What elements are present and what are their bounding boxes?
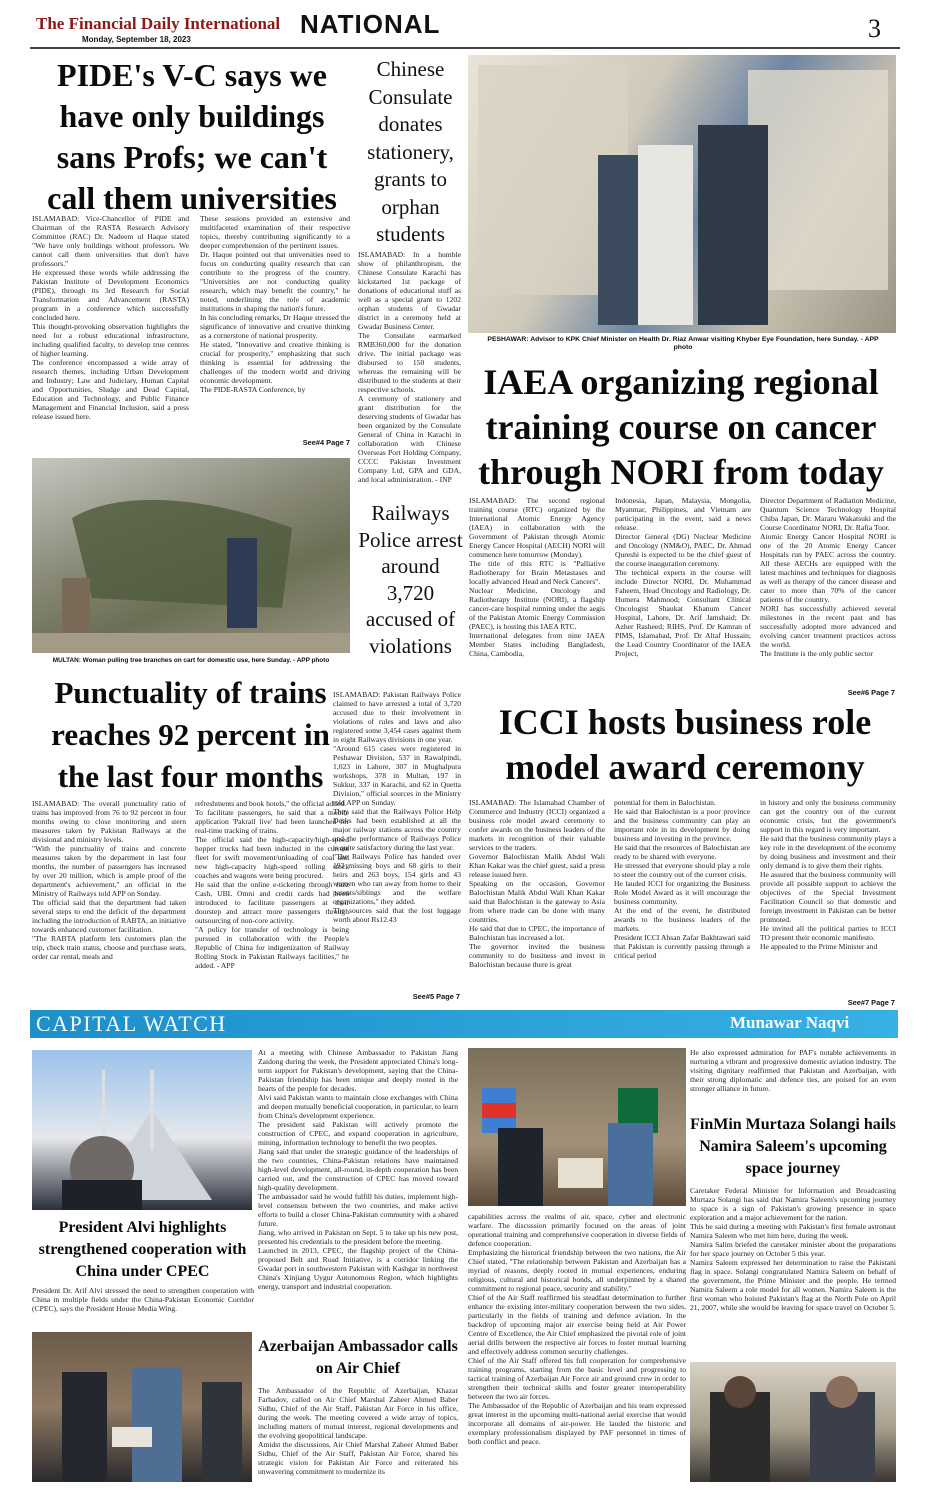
- solangi-photo: [690, 1362, 896, 1482]
- railways-see-more: See#5 Page 7: [412, 992, 460, 1001]
- chinese-headline: Chinese Consulate donates stationery, grants to orphan students: [367, 57, 454, 246]
- railways-body: ISLAMABAD: Pakistan Railways Police claimed to have arrested a total of 3,720 accused due to their involvement in violations of rules and laws and also registered some 3,454 cases against them in eight Railways divisions in one year. "Around 615 cases were registered in Peshawar Division, 537 in Rawalpindi, 1,023 in Lahore, 307 in Mughalpura workshops, 378 in Multan, 197 in Sukkur, 337 in Karachi, and 62 in Quetta Division," official sources in the Ministry told APP on Sunday. They said that the Railways Police Help Desks had been established at all the major railway stations across the country and the performance of Railways Police is quite satisfactory during the last year. "The Railways Police has handed over 193 missing boys and 68 girls to their heirs and 263 boys, 154 girls and 43 women who ran away from home to their parents/siblings and the welfare organizations," they added. The sources said that the lost luggage worth about Rs12.43: [333, 690, 461, 924]
- ambassador-photo-art: [32, 1332, 252, 1482]
- multan-photo: [32, 458, 350, 653]
- alvi-photo-art: [32, 1050, 252, 1210]
- iaea-headline: IAEA organizing regional training course on cancer through NORI from today: [478, 362, 884, 492]
- icci-see-more: See#7 Page 7: [847, 998, 895, 1007]
- iaea-body-col2: Indonesia, Japan, Malaysia, Mongolia, Myanmar, Philippines, and Vietnam are participating in the event, said a news release. Director General (DG) Nuclear Medicine and Oncology (NM&O), PAEC, Dr. Ahmad Qureshi is expected to be the chief guest of the course inauguration ceremony. The technical experts in the course will include Director NORI, Dr. Muhammad Faheem, Head Oncology and Radiology, Dr. Humera Mahmood; Consultant Clinical Oncologist Shaukat Khanum Cancer Hospital, Lahore, Dr. Arif Jamshaid; Dr. Azher Rasheed; RIHS, Prof. Dr Kamran of PIMS, Islamabad, Prof. Dr Altaf Hussain; the Lead Country Coordinator of the IAEA Project,: [615, 496, 751, 658]
- pide-body-col1: ISLAMABAD: Vice-Chancellor of PIDE and Chairman of the RASTA Research Advisory Committee (RAC) Dr. Nadeem ul Haque stated "We have only buildings without professors. We cannot call them universities that don't have professors." He expressed these words while addressing the Pakistan Institute of Development Economics (PIDE), through its 3rd Research for Social Transformation and Advancement (RASTA) program in a conference which successfully concluded here. This thought-provoking observation highlights the need for a robust educational infrastructure, including qualified faculty, to develop true centres of higher learning. The conference encompassed a wide array of research themes, including Urban Development and Industry; Law and Judiciary, Human Capital and Opportunities, Sludge and Dead Capital, Education and Technology, and Public Finance Management and Financial Inclusion, said a press release issued here.: [32, 214, 189, 421]
- azer-headline: Azerbaijan Ambassador calls on Air Chief: [258, 1338, 458, 1377]
- solangi-photo-art: [690, 1362, 896, 1482]
- iaea-body-col1: ISLAMABAD: The second regional training course (RTC) organized by the International Atomic Energy Agency (IAEA) in collaboration with the Government of Pakistan through Atomic Energy Cancer Hospital (AECH) NORI will commence here tomorrow (Monday). The title of this RTC is "Palliative Radiotherapy for Brain Metastases and locally advanced Head and Neck Cancers". Nuclear Medicine, Oncology and Radiotherapy Institute (NORI), a flagship cancer-care hospital running under the aegis of the Pakistan Atomic Energy Commission (PAEC), is hosting this IAEA RTC. International delegates from nine IAEA Member States including Bangladesh, China, Cambodia,: [469, 496, 605, 658]
- multan-photo-art: [32, 458, 350, 653]
- finmin-headline: FinMin Murtaza Solangi hails Namira Saleem's upcoming space journey: [690, 1116, 896, 1177]
- paper-name: The Financial Daily International: [36, 14, 281, 33]
- pide-body-col2: These sessions provided an extensive and multifaceted examination of their respective topics, thereby contributing significantly to a deeper comprehension of the pertinent issues. Dr. Haque pointed out that universities need to focus on conducting quality research that can contribute to the progress of the country. "Universities are not conducting quality research, which may benefit the country," he noted, underlining the role of academic institutions in shaping the nation's future. In his concluding remarks, Dr Haque stressed the significance of innovative and creative thinking as a cornerstone of national prosperity. He stated, "Innovative and creative thinking is crucial for prosperity," emphasizing that such thinking is essential for addressing the challenges of the modern world and driving economic development. The PIDE-RASTA Conference, by: [200, 214, 350, 394]
- trains-body-col2: refreshments and book hotels," the official added. To facilitate passengers, he said that a mobile application 'Pakrail live' had been launched for real-time tracking of trains. The official said the high-capacity/high-speed hopper trucks had been inducted in the current fleet for swift movement/unloading of coal and new high-capacity high-speed rolling stock coaches and wagons were being procured. He said that the online e-ticketing through Jazz Cash, UBL Omni and credit cards had been introduced to facilitate passengers at their doorstep and attract more passengers through outsourcing of non-core activity. "A policy for transfer of technology is being pursued in collaboration with the People's Republic of China for indigenization of Railway Rolling Stock in Pakistan Railways facilities," he added. - APP: [195, 799, 349, 970]
- iaea-body-col3: Director Department of Radiation Medicine, Quantum Science Technology Hospital Chiba Japan, Dr. Mararu Wakatsuki and the Course Coordinator NORI, Dr. Rafia Toor. Atomic Energy Cancer Hospital NORI is one of the 20 Atomic Energy Cancer Hospitals run by PAEC across the country. All these AECHs are equipped with the latest machines and techniques for diagnosis as well as therapy of the cancer disease and cater to more than 70% of the cancer patients of the country. NORI has successfully achieved several milestones in the recent past and has successfully adopted more advanced and evolving cancer treatment practices across the world. The Institute is the only public sector: [760, 496, 896, 658]
- iaea-see-more: See#6 Page 7: [847, 688, 895, 697]
- columnist-name: Munawar Naqvi: [730, 1013, 850, 1032]
- masthead-rule: [30, 47, 900, 49]
- azer-body-col3: capabilities across the realms of air, space, cyber and electronic warfare. The discussion primarily focused on the areas of joint operational training and comprehensive cooperation in diverse fields of defence cooperation. Emphasizing the historical friendship between the two nations, the Air Chief stated, "The relationship between Pakistan and Azerbaijan has a myriad of reasons, deeply rooted in mutual experiences, enduring religious, cultural and historical bonds, all underpinned by a shared commitment to regional peace, security and stability." Chief of the Air Staff reaffirmed his steadfast determination to further enhance the existing inter-military cooperation between the two sides, particularly in the fields of training and defence aviation. In the backdrop of upcoming major air exercise being held at Air Power Centre of Excellence, the Air Chief emphasized the pivotal role of joint aerial drills between the respective air forces to foster mutual learning and effectively address common security challenges. Chief of the Air Staff offered his full cooperation for comprehensive training programs, starting from the basic level and progressing to tactical training of Azerbaijan Air Force air and ground crew in order to strengthen their technical skills and foster greater interoperability between the two air forces. The Ambassador of the Republic of Azerbaijan and his team expressed great interest in the upcoming multi-national aerial exercise that would incorporate all domains of air-power. He lauded the historic and exemplary professionalism displayed by PAF personnel in times of both conflict and peace.: [468, 1212, 686, 1446]
- air-chief-photo-art: [468, 1048, 686, 1206]
- trains-body-col1: ISLAMABAD: The overall punctuality ratio of trains has improved from 76 to 92 percent in four months owing to close monitoring and stern measures taken by Pakistan Railways at the divisional and ministry levels. "With the punctuality of trains and concrete measures taken by the department in last four months, the number of passengers has increased by over 20 million, which is ample proof of the department's achievement," an official in the Ministry of Railways told APP on Sunday. The official said that the department had taken several steps to end the deficit of the department including the introduction of RABTA, an initiative towards enhanced customer facilitation. "The RABTA platform lets customers plan the trip, check train status, choose and purchase seats, order car rental, meals and: [32, 799, 186, 961]
- peshawar-photo-art: [468, 55, 896, 333]
- railways-headline: Railways Police arrest around 3,720 accused of violations: [358, 501, 463, 658]
- azer-body: The Ambassador of the Republic of Azerbaijan, Khazar Farhadov, called on Air Chief Marshal Zaheer Ahmed Baber Sidhu, Chief of the Air Staff, Pakistan Air Force in his office, during the week. The meeting covered a wide array of topics, including matters of mutual interest, regional developments and the evolving geopolitical landscape. Amidst the discussions, Air Chief Marshal Zaheer Ahmed Baber Sidhu, Chief of the Air Staff, Pakistan Air Force, shared his strategic vision for Pakistan Air Force and reiterated his unwavering commitment to modernize its: [258, 1386, 458, 1476]
- peshawar-photo: [468, 55, 896, 333]
- azer-body-col4: He also expressed admiration for PAF's notable achievements in nurturing a vibrant and progressive domestic aviation industry. The visiting dignitary reaffirmed that Pakistan and Azerbaijan, with their strong diplomatic and defence ties, are poised for an even stronger alliance in future.: [690, 1048, 896, 1093]
- icci-body-col1: ISLAMABAD: The Islamabad Chamber of Commerce and Industry (ICCI) organized a business role model award ceremony to confer awards on the business leaders of the markets in recognition of their valuable services to the traders. Governor Balochistan Malik Abdul Wali Khan Kakar was the chief guest, said a press release issued here. Speaking on the occasion, Governor Balochistan Malik Abdul Wali Khan Kakar said that Balochistan is the gateway to Asia from where trade can be done with many countries. He said that due to CPEC, the importance of Balochistan has increased a lot. The governor invited the business community to do business and invest in Balochistan because there is great: [469, 798, 605, 969]
- peshawar-caption: PESHAWAR: Advisor to KPK Chief Minister on Health Dr. Riaz Anwar visiting Khyber Eye Foundation, here Sunday. - APP photo: [487, 336, 879, 351]
- alvi-headline: President Alvi highlights strengthened cooperation with China under CPEC: [38, 1219, 247, 1280]
- pide-see-more: See#4 Page 7: [302, 438, 350, 447]
- trains-headline: Punctuality of trains reaches 92 percent in the last four months: [51, 675, 330, 794]
- finmin-body: Caretaker Federal Minister for Information and Broadcasting Murtaza Solangi has said that Namira Saleem's upcoming journey to space is a sign of Pakistan's growing presence in space exploration and a major achievement for the nation. This he said during a meeting with Pakistan's first female astronaut Namira Saleem who met him here, during the week. Namira Salim briefed the caretaker minister about the preparations for her space journey on October 5 this year. Namira Saleem expressed her determination to raise the Pakistani flag in space. Solangi congratulated Namira Saleem on behalf of the government, the Prime Minister and the people. He termed Namira Saleem a role model for all women. Namira Saleem is the first woman who hoisted Pakistan's flag at the North Pole on April 21, 2007, while she would be leaving for space travel on October 5.: [690, 1186, 896, 1312]
- section-title: NATIONAL: [300, 9, 441, 39]
- alvi-body-col2: At a meeting with Chinese Ambassador to Pakistan Jiang Zaidong during the week, the President appreciated China's long-term support for Pakistan's development, saying that the China-Pakistan friendship has been unique and deeply rooted in the hearts of the people for decades. Alvi said Pakistan wants to maintain close exchanges with China and deepen mutually beneficial cooperation, in particular, to learn from China's development experience. The president said Pakistan will actively promote the construction of CPEC, and expand cooperation in agriculture, mining, information technology to benefit the two peoples. Jiang said that under the strategic guidance of the leaderships of the two countries, China-Pakistan relations have maintained high-level development, all-round, in-depth cooperation has been carried out, and the construction of CPEC has moved toward high-quality development. The ambassador said he would fulfill his duties, implement high-level consensus between the two countries, and make active efforts to build a closer China-Pakistan community with a shared future. Jiang, who arrived in Pakistan on Sept. 5 to take up his new post, presented his credentials to the president before the meeting. Launched in 2013, CPEC, the flagship project of the China-proposed Belt and Road Initiative, is a corridor linking the Gwadar port in southwestern Pakistan with Kashgar in northwest China's Xinjiang Uygur Autonomous Region, which highlights energy, transport and industrial cooperation.: [258, 1048, 458, 1291]
- alvi-body: President Dr. Arif Alvi stressed the need to strengthen cooperation with China in multiple fields under the China-Pakistan Economic Corridor (CPEC), says the President House Media Wing.: [32, 1286, 254, 1313]
- page-number: 3: [868, 14, 881, 43]
- ambassador-photo: [32, 1332, 252, 1482]
- pide-headline: PIDE's V-C says we have only buildings sans Profs; we can't call them universities: [47, 57, 337, 216]
- capital-watch-title: CAPITAL WATCH: [36, 1011, 227, 1036]
- icci-headline: ICCI hosts business role model award ceremony: [498, 702, 872, 787]
- icci-body-col2: potential for them in Balochistan. He said that Balochistan is a poor province and the business community can play an important role in its development by doing business and investing in the province. He said that the resources of Balochistan are ready to be shared with everyone. He stressed that everyone should play a role to steer the country out of the current crisis. He lauded ICCI for organizing the Business Role Model Award as it will encourage the business community. At the end of the event, he distributed awards to the business leaders of the markets. President ICCI Ahsan Zafar Bakhtawari said that Pakistan is currently passing through a critical period: [614, 798, 750, 960]
- issue-date: Monday, September 18, 2023: [82, 35, 191, 44]
- multan-caption: MULTAN: Woman pulling tree branches on cart for domestic use, here Sunday. - APP photo: [52, 657, 330, 664]
- alvi-photo: [32, 1050, 252, 1210]
- icci-body-col3: in history and only the business community can get the country out of the current economic crisis, but the government's support in this regard is very important. He said that the business community plays a key role in the development of the economy by doing business and investment and their only demand is to give them their rights. He assured that the business community will provide all possible support to achieve the objectives of the Special Investment Facilitation Council so that domestic and foreign investment in Pakistan can be better promoted. He invited all the political parties to ICCI TO present their economic manifesto. He appealed to the Prime Minister and: [760, 798, 896, 951]
- chinese-body: ISLAMABAD: In a humble show of philanthropism, the Chinese Consulate Karachi has kickstarted 1st package of donations of educational stuff as well as a special grant to 1202 orphan students of Gwadar district in a ceremony held at Gwadar Business Center. The Consulate earmarked RMB360,000 for the donation drive. The initial package was disbursed to 150 students, whereas the remaining will be distributed to the students at their respective schools. A ceremony of stationery and grant distribution for the deserving students of Gwadar has been organized by the Consulate General of China in Karachi in collaboration with Chinese Overseas Port Holding Company, CCCC Pakistan Investment Company Ltd, GPA and GDA, and local administration. - INP: [358, 250, 461, 484]
- air-chief-photo: [468, 1048, 686, 1206]
